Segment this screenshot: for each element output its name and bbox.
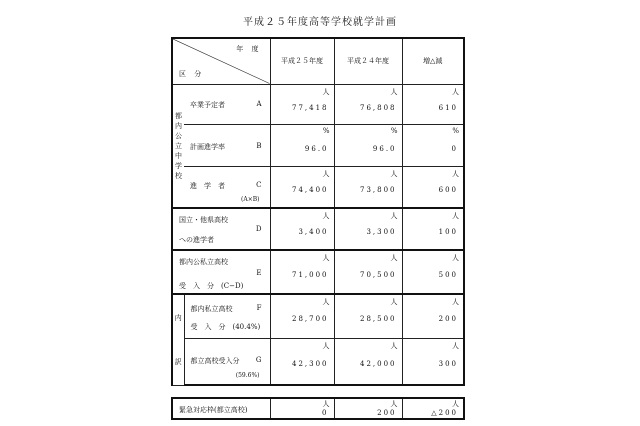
cell-a-h25: 人 77,418 bbox=[270, 84, 334, 124]
diagonal-header-cell bbox=[172, 38, 270, 84]
cell-d-h25: 人 3,400 bbox=[270, 208, 334, 250]
row-label-c: 進 学 者 C (A×B) bbox=[184, 166, 270, 208]
cell-e-h24: 人 70,500 bbox=[334, 250, 402, 294]
table-row-e bbox=[172, 250, 464, 294]
enrollment-plan-table bbox=[171, 37, 465, 386]
row-label-d: 国立・他県高校 への進学者 D bbox=[172, 208, 270, 250]
cell-d-h24: 人 3,300 bbox=[334, 208, 402, 250]
emergency-quota-table bbox=[171, 397, 465, 420]
cell-b-h24: % 96.0 bbox=[334, 124, 402, 166]
category-label: 区 分 bbox=[179, 69, 205, 78]
cell-a-h24: 人 76,808 bbox=[334, 84, 402, 124]
table-row-g bbox=[172, 338, 464, 385]
row-label-a: 卒業予定者 A bbox=[184, 84, 270, 124]
table-row-b bbox=[172, 124, 464, 166]
cell-d-diff: 人 100 bbox=[402, 208, 464, 250]
cell-e-h25: 人 71,000 bbox=[270, 250, 334, 294]
cell-f-diff: 人 200 bbox=[402, 294, 464, 338]
cell-a-diff: 人 610 bbox=[402, 84, 464, 124]
cell-c-diff: 人 600 bbox=[402, 166, 464, 208]
cell-e-diff: 人 500 bbox=[402, 250, 464, 294]
cell-c-h25: 人 74,400 bbox=[270, 166, 334, 208]
row-label-f: 都内私立高校 F 受 入 分 (40.4%) bbox=[184, 294, 270, 338]
row-label-g: 都立高校受入分 G (59.6%) bbox=[184, 338, 270, 385]
table-row-emergency bbox=[172, 398, 464, 419]
table-row-c bbox=[172, 166, 464, 208]
column-header-diff: 増△減 bbox=[402, 38, 464, 84]
row-label-e: 都内公私立高校 E 受 入 分 (C−D) bbox=[172, 250, 270, 294]
table-row-d bbox=[172, 208, 464, 250]
side-label-breakdown: 内 訳 bbox=[172, 294, 184, 385]
cell-emergency-diff: 人 △200 bbox=[402, 398, 464, 419]
cell-b-h25: % 96.0 bbox=[270, 124, 334, 166]
cell-g-h24: 人 42,000 bbox=[334, 338, 402, 385]
side-label-public-junior-high: 都 内 公 立 中 学 校 bbox=[172, 84, 184, 208]
row-sub-c: (A×B) bbox=[241, 195, 260, 203]
cell-f-h24: 人 28,500 bbox=[334, 294, 402, 338]
row-sub-g: (59.6%) bbox=[235, 371, 260, 379]
cell-f-h25: 人 28,700 bbox=[270, 294, 334, 338]
cell-g-diff: 人 300 bbox=[402, 338, 464, 385]
cell-c-h24: 人 73,800 bbox=[334, 166, 402, 208]
row-label-emergency: 緊急対応枠(都立高校) bbox=[172, 398, 270, 419]
column-header-h24: 平成２４年度 bbox=[334, 38, 402, 84]
year-label: 年 度 bbox=[236, 45, 262, 53]
row-label-b: 計画進学率 B bbox=[184, 124, 270, 166]
cell-g-h25: 人 42,300 bbox=[270, 338, 334, 385]
column-header-h25: 平成２５年度 bbox=[270, 38, 334, 84]
table-row-a bbox=[172, 84, 464, 124]
cell-emergency-h24: 人 200 bbox=[334, 398, 402, 419]
cell-b-diff: % 0 bbox=[402, 124, 464, 166]
table-header-row bbox=[172, 38, 464, 84]
table-row-f bbox=[172, 294, 464, 338]
cell-emergency-h25: 人 0 bbox=[270, 398, 334, 419]
page-title: 平成２５年度高等学校就学計画 bbox=[243, 17, 397, 28]
